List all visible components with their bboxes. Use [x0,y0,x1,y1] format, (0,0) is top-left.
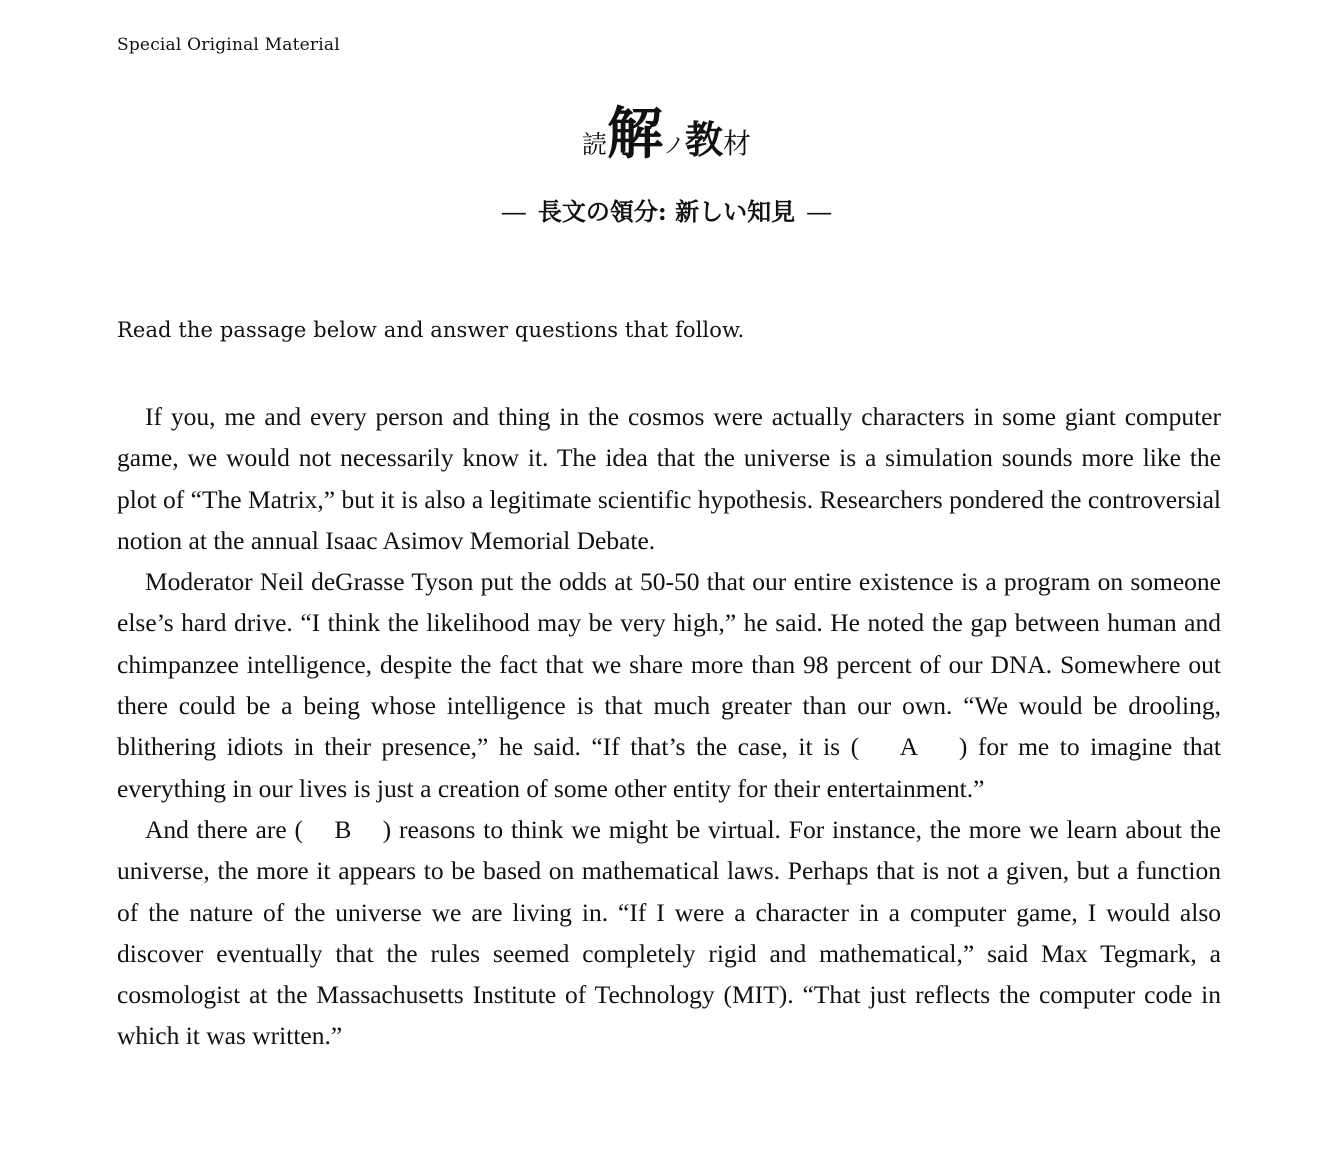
title-char-solve: 解 [606,101,663,167]
paragraph-2 [117,561,1221,809]
subtitle-dash-left: ― [501,198,526,226]
page-title [0,90,1333,170]
header-label: Special Original Material [117,35,340,55]
blank-b: ( B ) [294,814,392,844]
paragraph-1: If you, me and every person and thing in the cosmos were actually characters in some giant computer game, we would not necessarily know it. The idea that the universe is a simulation sounds more like the plot of “The Matrix,” but it is also a legitimate scientific hypothesis. Researchers pondered the controversial notion at the annual Isaac Asimov Memorial Debate. [117,402,1221,555]
subtitle-dash-right: ― [807,198,832,226]
paragraph-3 [117,809,1221,1057]
paragraph-3-text-before: And there are [145,814,295,844]
title-char-no: ノ [662,134,685,159]
page-subtitle [0,192,1333,227]
paragraph-2-text-before: Moderator Neil deGrasse Tyson put the odds at 50-50 that our entire existence is a program on someone else’s hard drive. “I think the likelihood may be very high,” he said. He noted the gap between human and chimpanzee intelligence, despite the fact that we share more than 98 percent of our DNA. Somewhere out there could be a being whose intelligence is that much greater than our own. “We would be drooling, blithering idiots in their presence,” he said. “If that’s the case, it is [117,567,1221,762]
paragraph-2-text-after: for me to imagine that everything in our lives is just a creation of some other entity for their entertainment.” [117,732,1221,803]
subtitle-text: 長文の領分: 新しい知見 [537,197,796,226]
title-char-read: 読 [581,130,607,159]
reading-passage [117,396,1221,1057]
instruction-text: Read the passage below and answer questions that follow. [117,318,745,342]
title-char-teach: 教 [685,117,724,162]
paragraph-3-text-after: reasons to think we might be virtual. For instance, the more we learn about the universe, the more it appears to be based on mathematical laws. Perhaps that is not a given, but a function of the nature of the universe we are living in. “If I were a character in a computer game, I would also discover eventually that the rules seemed completely rigid and mathematical,” said Max Tegmark, a cosmologist at the Massachusetts Institute of Technology (MIT). “That just reflects the computer code in which it was written.” [117,814,1221,1051]
title-char-material: 材 [723,127,752,160]
blank-a: ( A ) [850,732,968,762]
